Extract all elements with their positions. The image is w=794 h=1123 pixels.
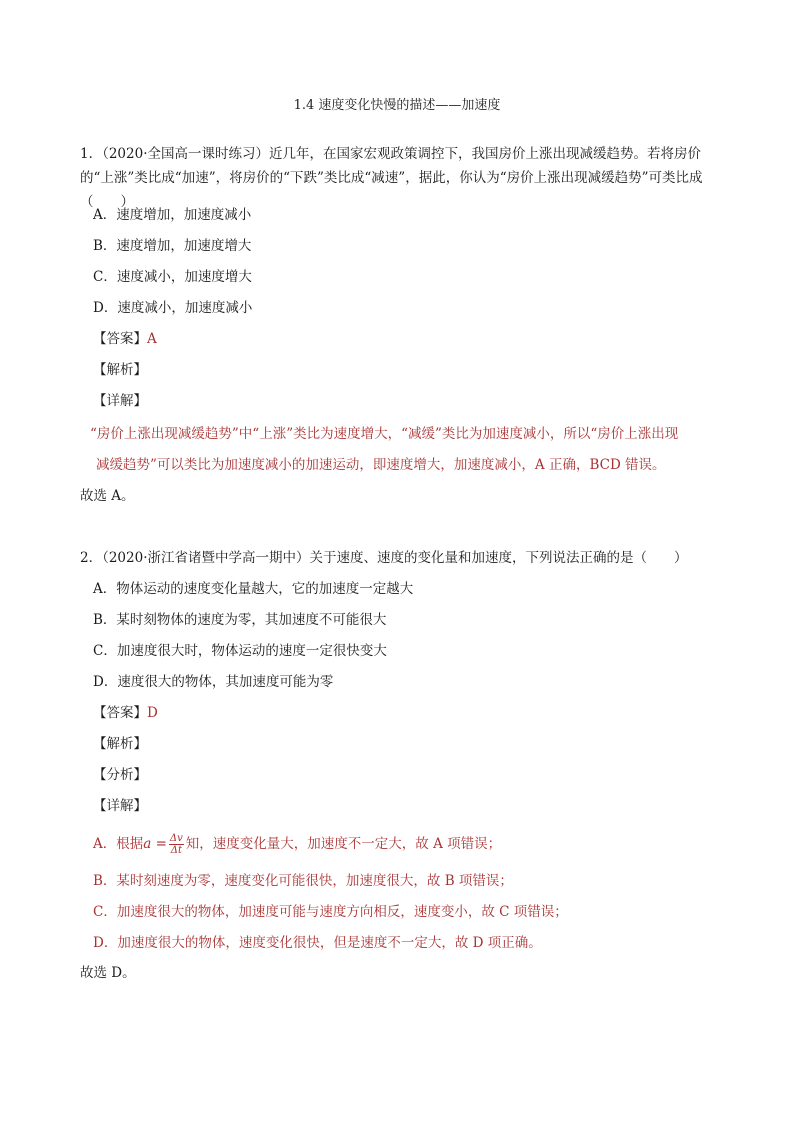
q2-option-d: D．速度很大的物体，其加速度可能为零 [93, 674, 334, 690]
q1-analysis-label: 【解析】 [93, 362, 147, 378]
q1-answer [93, 330, 157, 348]
q2-fenxi-label: 【分析】 [93, 767, 147, 783]
q1-option-d: D．速度减小，加速度减小 [93, 300, 253, 316]
q2-answer [93, 704, 158, 722]
q2-analysis-label: 【解析】 [93, 736, 147, 752]
q1-option-c: C．速度减小，加速度增大 [93, 269, 252, 285]
q2-option-b: B．某时刻物体的速度为零，其加速度不可能很大 [93, 612, 387, 628]
q1-detail-label: 【详解】 [93, 393, 147, 409]
formula-denominator: Δt [170, 845, 182, 856]
q2-answer-label: 【答案】 [93, 705, 147, 721]
q2-detail-a [93, 826, 501, 862]
q2-conclusion: 故选 D。 [80, 965, 136, 981]
q1-conclusion: 故选 A。 [80, 488, 135, 504]
question-1-stem: 1．（2020·全国高一课时练习）近几年，在国家宏观政策调控下，我国房价上涨出现减缓趋势。若将房价的“上涨”类比成“加速”，将房价的“下跌”类比成“减速”，据此，你认为“房价上涨出现减缓趋势”可类比成（ ） [80, 146, 703, 210]
q2-option-a: A．物体运动的速度变化量越大，它的加速度一定越大 [93, 581, 414, 597]
q2-detail-label: 【详解】 [93, 798, 147, 814]
formula-fraction [169, 833, 184, 856]
q2-option-c: C．加速度很大时，物体运动的速度一定很快变大 [93, 643, 387, 659]
q2-detail-a-suffix: 知，速度变化量大，加速度不一定大，故 A 项错误； [185, 836, 502, 852]
q2-detail-a-prefix: A．根据 [93, 836, 144, 852]
q2-detail-b: B．某时刻速度为零，速度变化可能很快，加速度很大，故 B 项错误； [93, 873, 513, 889]
page-title: 1.4 速度变化快慢的描述——加速度 [293, 98, 501, 113]
q2-answer-value: D [147, 705, 158, 721]
q1-answer-label: 【答案】 [93, 331, 147, 347]
q1-option-b: B．速度增加，加速度增大 [93, 238, 252, 254]
q1-answer-value: A [147, 331, 157, 347]
q1-option-a: A．速度增加，加速度减小 [93, 207, 252, 223]
q2-detail-c: C．加速度很大的物体，加速度可能与速度方向相反，速度变小，故 C 项错误； [93, 904, 568, 920]
question-2-stem: 2．（2020·浙江省诸暨中学高一期中）关于速度、速度的变化量和加速度，下列说法正确的是（ ） [80, 550, 688, 566]
formula-lhs: a = [143, 836, 167, 852]
q1-detail-line-2: 减缓趋势”可以类比为加速度减小的加速运动，即速度增大，加速度减小，A 正确，BCD 错误。 [96, 457, 666, 473]
formula-numerator: Δv [169, 833, 183, 844]
q1-detail-line-1: “房价上涨出现减缓趋势”中“上涨”类比为速度增大，“减缓”类比为加速度减小，所以“房价上涨出现 [90, 426, 679, 442]
q2-detail-d: D．加速度很大的物体，速度变化很快，但是速度不一定大，故 D 项正确。 [93, 935, 542, 951]
